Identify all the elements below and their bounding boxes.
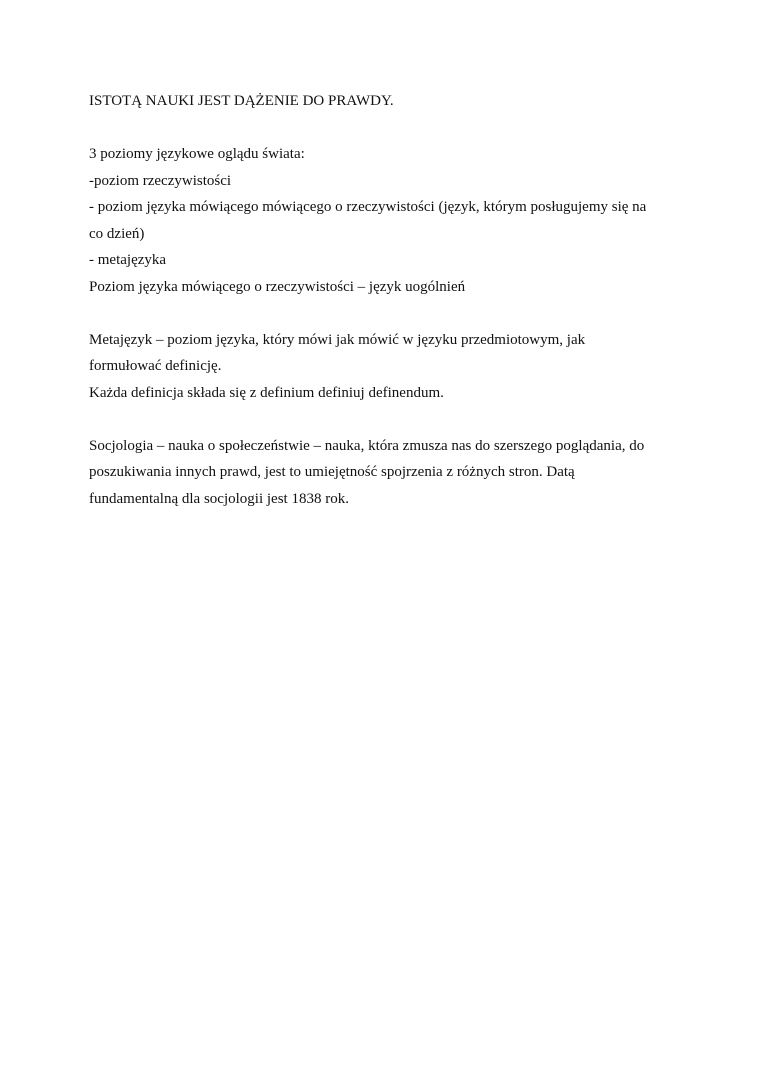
text-line: - poziom języka mówiącego mówiącego o rzeczywistości (język, którym posługujemy się na: [89, 199, 647, 215]
text-line: - metajęzyka: [89, 252, 167, 268]
text-line: Metajęzyk – poziom języka, który mówi jak mówić w języku przedmiotowym, jak: [89, 331, 586, 348]
document-body: [89, 88, 679, 512]
paragraph-spacer: [89, 406, 679, 433]
text-line: Każda definicja składa się z definium definiuj definendum.: [89, 384, 444, 401]
text-line: -poziom rzeczywistości: [89, 172, 232, 189]
text-line: Poziom języka mówiącego o rzeczywistości – język uogólnień: [89, 278, 466, 295]
text-line: poszukiwania innych prawd, jest to umiejętność spojrzenia z różnych stron. Datą: [89, 464, 575, 480]
text-line: co dzień): [89, 225, 145, 242]
text-line: formułować definicję.: [89, 358, 222, 374]
text-line: Socjologia – nauka o społeczeństwie – nauka, która zmusza nas do szerszego poglądania, do: [89, 437, 645, 454]
paragraph-spacer: [89, 115, 679, 142]
text-line: fundamentalną dla socjologii jest 1838 rok.: [89, 490, 349, 507]
document-title: ISTOTĄ NAUKI JEST DĄŻENIE DO PRAWDY.: [89, 93, 394, 109]
text-line: 3 poziomy językowe oglądu świata:: [89, 146, 305, 162]
paragraph-spacer: [89, 300, 679, 327]
